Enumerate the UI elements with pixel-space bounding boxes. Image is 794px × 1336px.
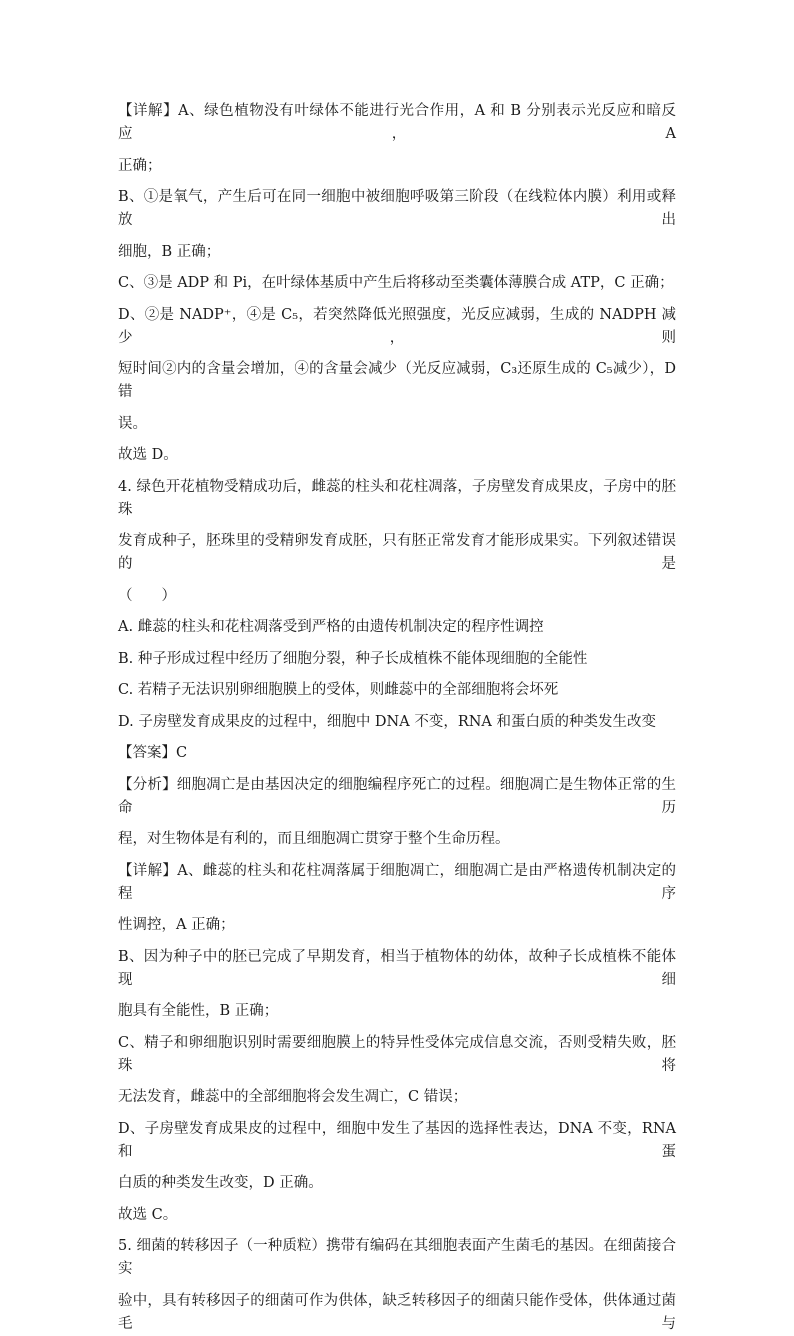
text-line-18: 【分析】细胞凋亡是由基因决定的细胞编程序死亡的过程。细胞凋亡是生物体正常的生命历 (118, 776, 676, 816)
text-line-4: 细胞，B 正确； (118, 243, 221, 260)
text-line-9: 故选 D。 (118, 447, 178, 463)
text-line-28: 故选 C。 (118, 1206, 178, 1223)
text-line-22: B、因为种子中的胚已完成了早期发育，相当于植物体的幼体，故种子长成植株不能体现细 (118, 948, 676, 988)
text-line-17: 【答案】C (118, 745, 188, 761)
text-line-1: 【详解】A、绿色植物没有叶绿体不能进行光合作用，A 和 B 分别表示光反应和暗反应，A (118, 103, 676, 142)
text-line-16: D. 子房壁发育成果皮的过程中，细胞中 DNA 不变，RNA 和蛋白质的种类发生改变 (118, 713, 657, 730)
text-line-21: 性调控，A 正确； (118, 917, 235, 933)
text-line-10: 4. 绿色开花植物受精成功后，雌蕊的柱头和花柱凋落，子房壁发育成果皮，子房中的胚珠 (118, 478, 676, 518)
text-line-27: 白质的种类发生改变，D 正确。 (118, 1175, 323, 1191)
text-line-23: 胞具有全能性，B 正确； (118, 1003, 279, 1019)
text-line-2: 正确； (118, 157, 162, 174)
text-line-24: C、精子和卵细胞识别时需要细胞膜上的特异性受体完成信息交流，否则受精失败，胚珠将 (118, 1034, 676, 1074)
text-line-26: D、子房壁发育成果皮的过程中，细胞中发生了基因的选择性表达，DNA 不变，RNA 和蛋 (118, 1120, 676, 1160)
text-line-25: 无法发育，雌蕊中的全部细胞将会发生凋亡，C 错误； (118, 1089, 468, 1105)
text-line-14: B. 种子形成过程中经历了细胞分裂，种子长成植株不能体现细胞的全能性 (118, 650, 588, 667)
text-line-8: 误。 (118, 415, 147, 432)
text-line-13: A. 雌蕊的柱头和花柱凋落受到严格的由遗传机制决定的程序性调控 (118, 619, 544, 635)
text-line-19: 程，对生物体是有利的，而且细胞凋亡贯穿于整个生命历程。 (118, 831, 510, 847)
text-line-11: 发育成种子，胚珠里的受精卵发育成胚，只有胚正常发育才能形成果实。下列叙述错误的是 (118, 533, 676, 572)
text-line-30: 验中，具有转移因子的细菌可作为供体，缺乏转移因子的细菌只能作受体，供体通过菌毛与 (118, 1292, 676, 1332)
text-line-6: D、②是 NADP⁺，④是 C₅，若突然降低光照强度，光反应减弱，生成的 NADPH 减少，则 (118, 306, 676, 346)
text-line-5: C、③是 ADP 和 Pi，在叶绿体基质中产生后将移动至类囊体薄膜合成 ATP，C 正确； (118, 275, 674, 291)
text-line-29: 5. 细菌的转移因子（一种质粒）携带有编码在其细胞表面产生菌毛的基因。在细菌接合实 (118, 1238, 676, 1277)
text-line-20: 【详解】A、雌蕊的柱头和花柱凋落属于细胞凋亡，细胞凋亡是由严格遗传机制决定的程序 (118, 862, 676, 902)
text-line-3: B、①是氧气，产生后可在同一细胞中被细胞呼吸第三阶段（在线粒体内膜）利用或释放出 (118, 189, 676, 228)
text-line-12: （ ） (118, 587, 176, 604)
text-line-7: 短时间②内的含量会增加，④的含量会减少（光反应减弱，C₃还原生成的 C₅减少），D 错 (118, 361, 676, 400)
text-line-15: C. 若精子无法识别卵细胞膜上的受体，则雌蕊中的全部细胞将会坏死 (118, 682, 559, 698)
